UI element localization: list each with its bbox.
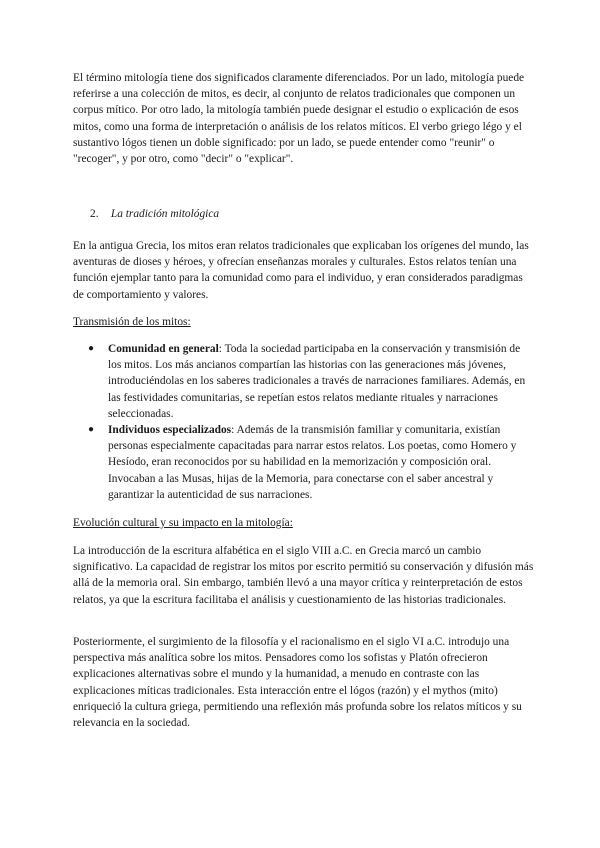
transmission-list [88,341,535,503]
evolution-heading: Evolución cultural y su impacto en la mitología: [73,517,293,529]
list-item [88,341,535,422]
section-intro-paragraph: En la antigua Grecia, los mitos eran relatos tradicionales que explicaban los orígenes del mundo, las aventuras de dioses y héroes, y ofrecían enseñanzas morales y culturales. Estos relatos tenían una función ejemplar tanto para la comunidad como para el individuo, y eran considerados paradigmas de comportamiento y valores. [73,240,529,301]
list-item [88,422,535,503]
section-title: La tradición mitológica [110,208,220,220]
list-item-text: : Toda la sociedad participaba en la conservación y transmisión de los mitos. Los más ancianos compartían las historias con las generaciones más jóvenes, introduciéndolas en los saberes tradicionales a través de narraciones familiares. Además, en las festividades comunitarias, se repetían estos relatos mediante rituales y narraciones seleccionadas. [108,343,526,420]
section-number: 2. [90,208,99,220]
bullet-icon: ● [88,424,95,436]
list-item-term: Individuos especializados [108,424,232,437]
transmission-heading: Transmisión de los mitos: [73,316,191,328]
intro-paragraph: El término mitología tiene dos significados claramente diferenciados. Por un lado, mitología puede referirse a una colección de mitos, es decir, al conjunto de relatos tradicionales que componen un corpus mítico. Por otro lado, la mitología también puede designar el estudio o explicación de esos mitos, como una forma de interpretación o análisis de los relatos míticos. El verbo griego légo y el sustantivo lógos tienen un doble significado: por un lado, se puede entender como "reunir" o "recoger", y por otro, como "decir" o "explicar". [73,72,525,166]
list-item-term: Comunidad en general [108,343,219,355]
section-heading [90,206,219,222]
bullet-icon: ● [88,343,95,354]
evolution-paragraph-1: La introducción de la escritura alfabética en el siglo VIII a.C. en Grecia marcó un cambio significativo. La capacidad de registrar los mitos por escrito permitió su conservación y difusión más allá de la memoria oral. Sin embargo, también llevó a una mayor crítica y reinterpretación de estos relatos, ya que la escritura facilitaba el análisis y cuestionamiento de las historias tradicionales. [73,545,534,606]
evolution-paragraph-2: Posteriormente, el surgimiento de la filosofía y el racionalismo en el siglo VI a.C. introdujo una perspectiva más analítica sobre los mitos. Pensadores como los sofistas y Platón ofrecieron explicaciones alternativas sobre el mundo y la humanidad, a menudo en contraste con las explicaciones míticas tradicionales. Esta interacción entre el lógos (razón) y el mythos (mito) enriqueció la cultura griega, permitiendo una reflexión más profunda sobre los relatos míticos y su relevancia en la sociedad. [73,636,522,730]
list-item-text: : Además de la transmisión familiar y comunitaria, existían personas especialmente capacitadas para narrar estos relatos. Los poetas, como Homero y Hesíodo, eran reconocidos por su habilidad en la memorización y composición oral. Invocaban a las Musas, hijas de la Memoria, para conectarse con el saber ancestral y garantizar la autenticidad de sus narraciones. [108,424,517,501]
